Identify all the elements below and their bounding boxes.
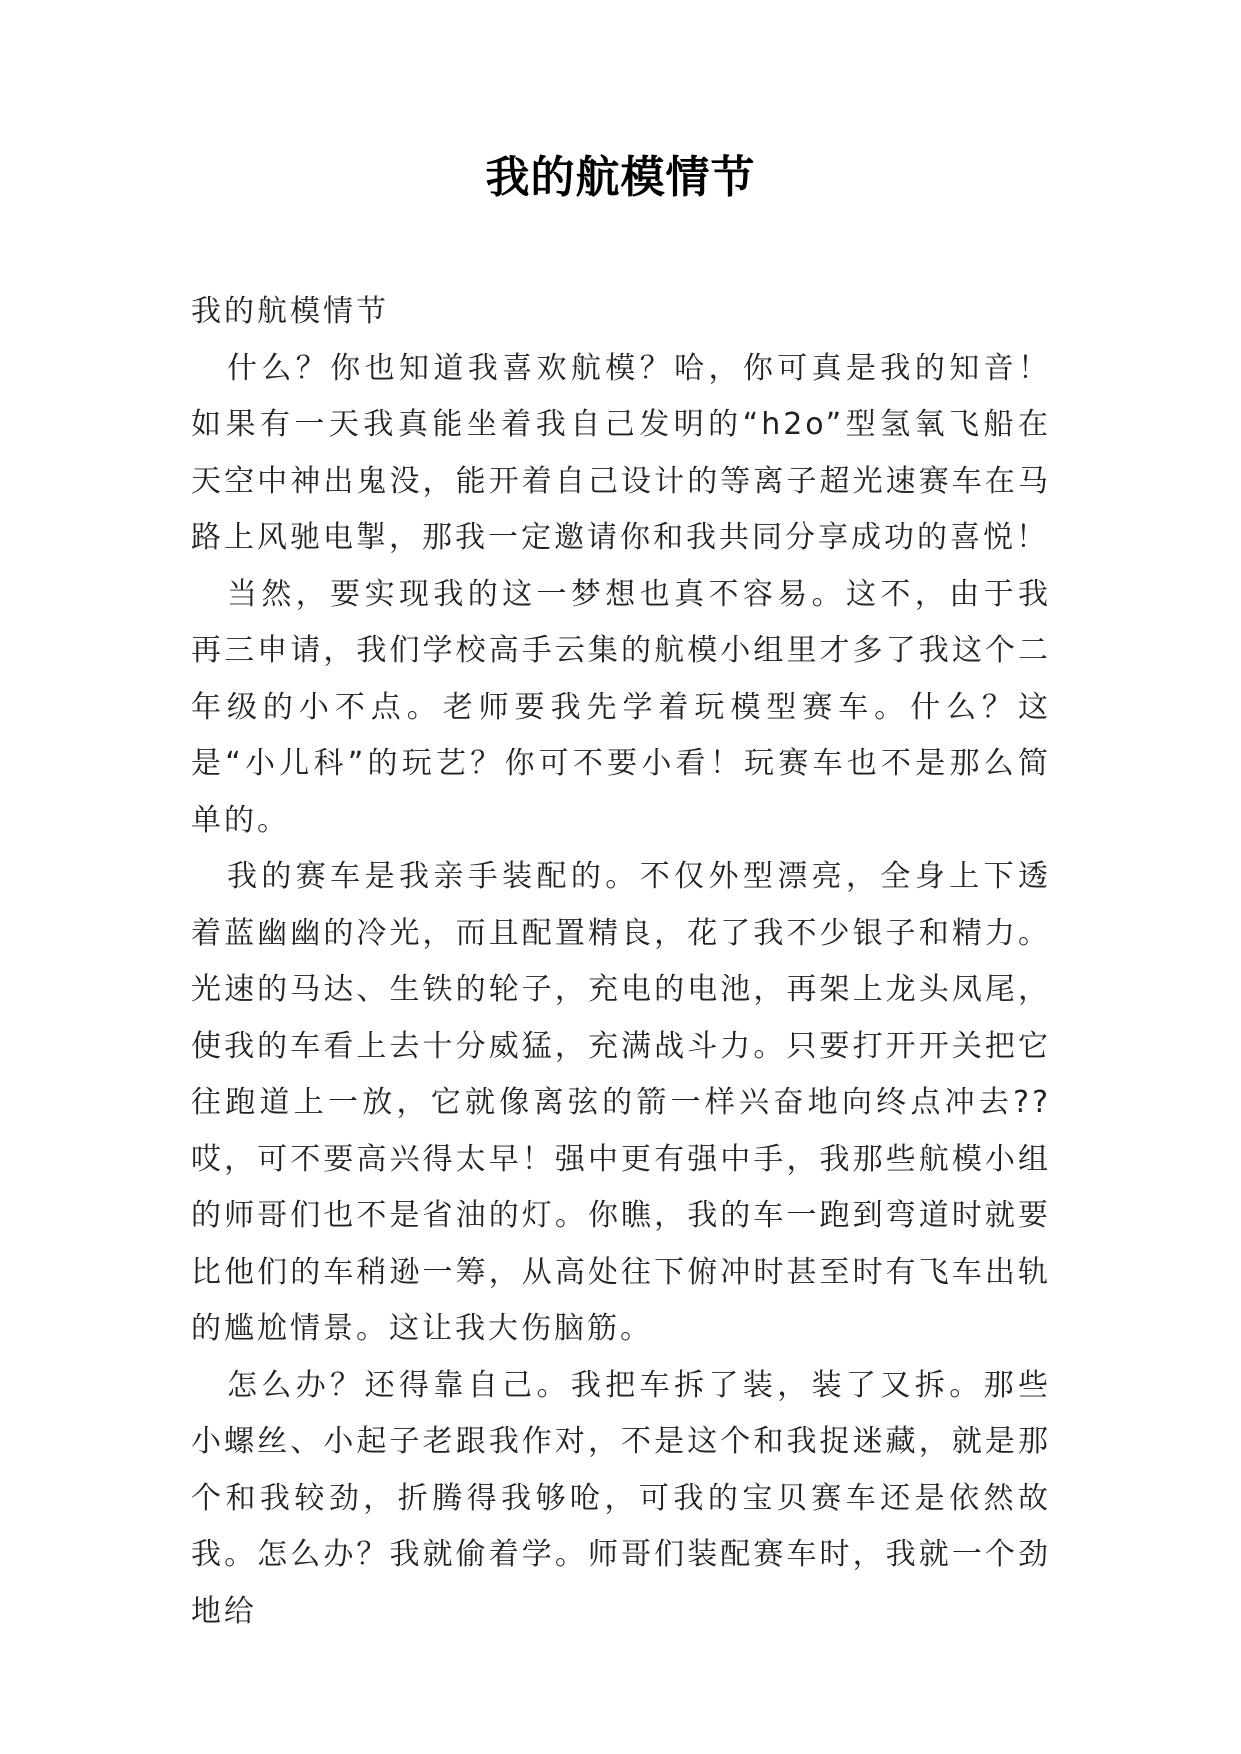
- paragraph-3: 我的赛车是我亲手装配的。不仅外型漂亮，全身上下透着蓝幽幽的冷光，而且配置精良，花了我不少银子和精力。光速的马达、生铁的轮子，充电的电池，再架上龙头凤尾，使我的车看上去十分威猛，充满战斗力。只要打开开关把它往跑道上一放，它就像离弦的箭一样兴奋地向终点冲去??哎，可不要高兴得太早！强中更有强中手，我那些航模小组的师哥们也不是省油的灯。你瞧，我的车一跑到弯道时就要比他们的车稍逊一筹，从高处往下俯冲时甚至时有飞车出轨的尴尬情景。这让我大伤脑筋。: [191, 859, 1051, 1346]
- paragraph-1: 什么？你也知道我喜欢航模？哈，你可真是我的知音！如果有一天我真能坐着我自己发明的“h2o”型氢氧飞船在天空中神出鬼没，能开着自己设计的等离子超光速赛车在马路上风驰电掣，那我一定邀请你和我共同分享成功的喜悦！: [191, 350, 1051, 555]
- document-body: [191, 284, 1051, 1640]
- paragraph-4: 怎么办？还得靠自己。我把车拆了装，装了又拆。那些小螺丝、小起子老跟我作对，不是这个和我捉迷藏，就是那个和我较劲，折腾得我够呛，可我的宝贝赛车还是依然故我。怎么办？我就偷着学。师哥们装配赛车时，我就一个劲地给: [191, 1367, 1051, 1629]
- body-heading: 我的航模情节: [191, 294, 389, 329]
- document-title: 我的航模情节: [485, 152, 756, 203]
- paragraph-2: 当然，要实现我的这一梦想也真不容易。这不，由于我再三申请，我们学校高手云集的航模小组里才多了我这个二年级的小不点。老师要我先学着玩模型赛车。什么？这是“小儿科”的玩艺？你可不要小看！玩赛车也不是那么简单的。: [191, 576, 1051, 838]
